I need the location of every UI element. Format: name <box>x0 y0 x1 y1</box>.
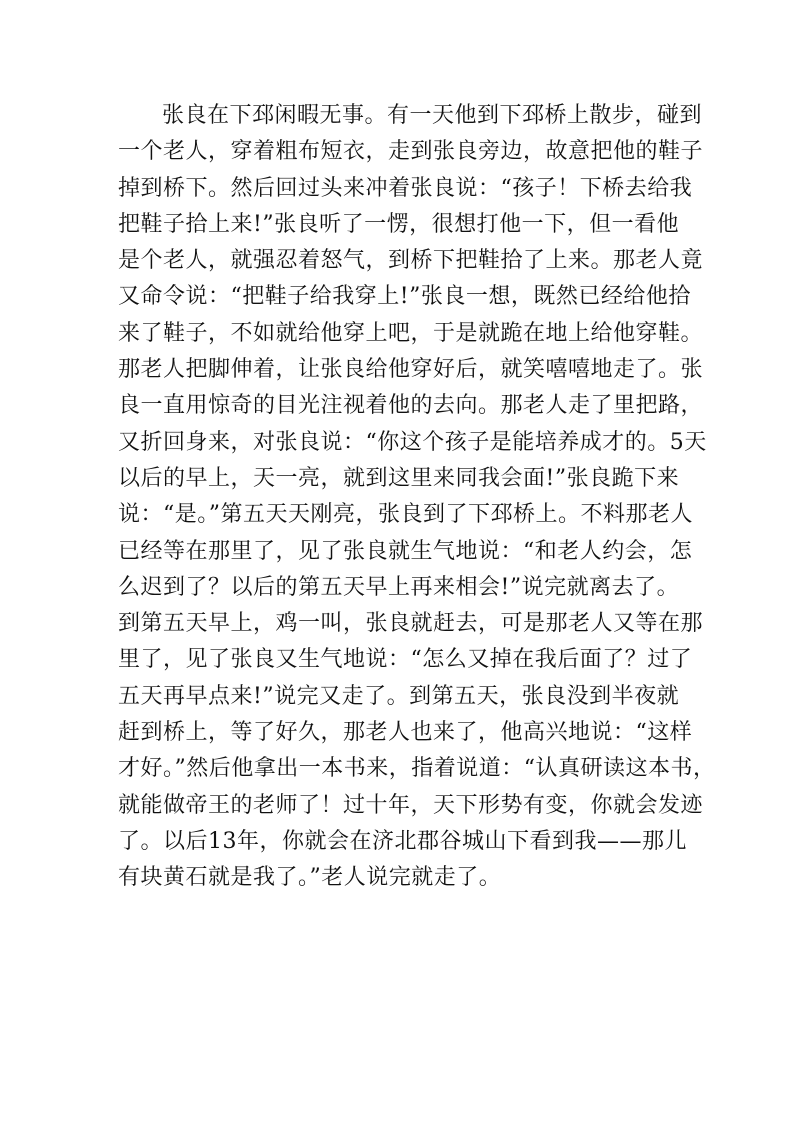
text-line: 到第五天早上，鸡一叫，张良就赶去，可是那老人又等在那 <box>118 611 704 637</box>
text-line: 里了，见了张良又生气地说：“怎么又掉在我后面了？过了 <box>118 647 693 673</box>
text-line: 么迟到了？以后的第五天早上再来相会!”说完就离去了。 <box>118 574 680 600</box>
text-line: 赶到桥上，等了好久，那老人也来了，他高兴地说：“这样 <box>118 720 693 746</box>
text-line: 掉到桥下。然后回过头来冲着张良说：“孩子！下桥去给我 <box>118 175 693 201</box>
text-line: 良一直用惊奇的目光注视着他的去向。那老人走了里把路， <box>118 393 704 419</box>
text-line: 又折回身来，对张良说：“你这个孩子是能培养成才的。5天 <box>118 429 707 455</box>
text-line: 又命令说：“把鞋子给我穿上!”张良一想，既然已经给他拾 <box>118 284 691 310</box>
text-line: 就能做帝王的老师了！过十年，天下形势有变，你就会发迹 <box>118 792 704 818</box>
text-line: 张良在下邳闲暇无事。有一天他到下邳桥上散步，碰到 <box>162 103 703 128</box>
text-line: 才好。”然后他拿出一本书来，指着说道：“认真研读这本书， <box>118 756 716 782</box>
text-line: 五天再早点来!”说完又走了。到第五天，张良没到半夜就 <box>118 683 680 709</box>
text-line: 把鞋子拾上来!”张良听了一愣，很想打他一下，但一看他 <box>118 211 680 237</box>
text-line: 了。以后13年，你就会在济北郡谷城山下看到我——那儿 <box>118 828 687 854</box>
text-line: 有块黄石就是我了。”老人说完就走了。 <box>118 865 502 891</box>
text-line: 一个老人，穿着粗布短衣，走到张良旁边，故意把他的鞋子 <box>118 139 704 165</box>
text-line: 以后的早上，天一亮，就到这里来同我会面!”张良跪下来 <box>118 465 680 491</box>
text-line: 那老人把脚伸着，让张良给他穿好后，就笑嘻嘻地走了。张 <box>118 357 704 383</box>
text-line: 来了鞋子，不如就给他穿上吧，于是就跪在地上给他穿鞋。 <box>118 320 704 346</box>
text-line: 是个老人，就强忍着怒气，到桥下把鞋拾了上来。那老人竟 <box>118 248 704 274</box>
story-paragraph <box>118 98 716 897</box>
text-line: 说：“是。”第五天天刚亮，张良到了下邳桥上。不料那老人 <box>118 502 693 528</box>
text-line: 已经等在那里了，见了张良就生气地说：“和老人约会，怎 <box>118 538 693 564</box>
